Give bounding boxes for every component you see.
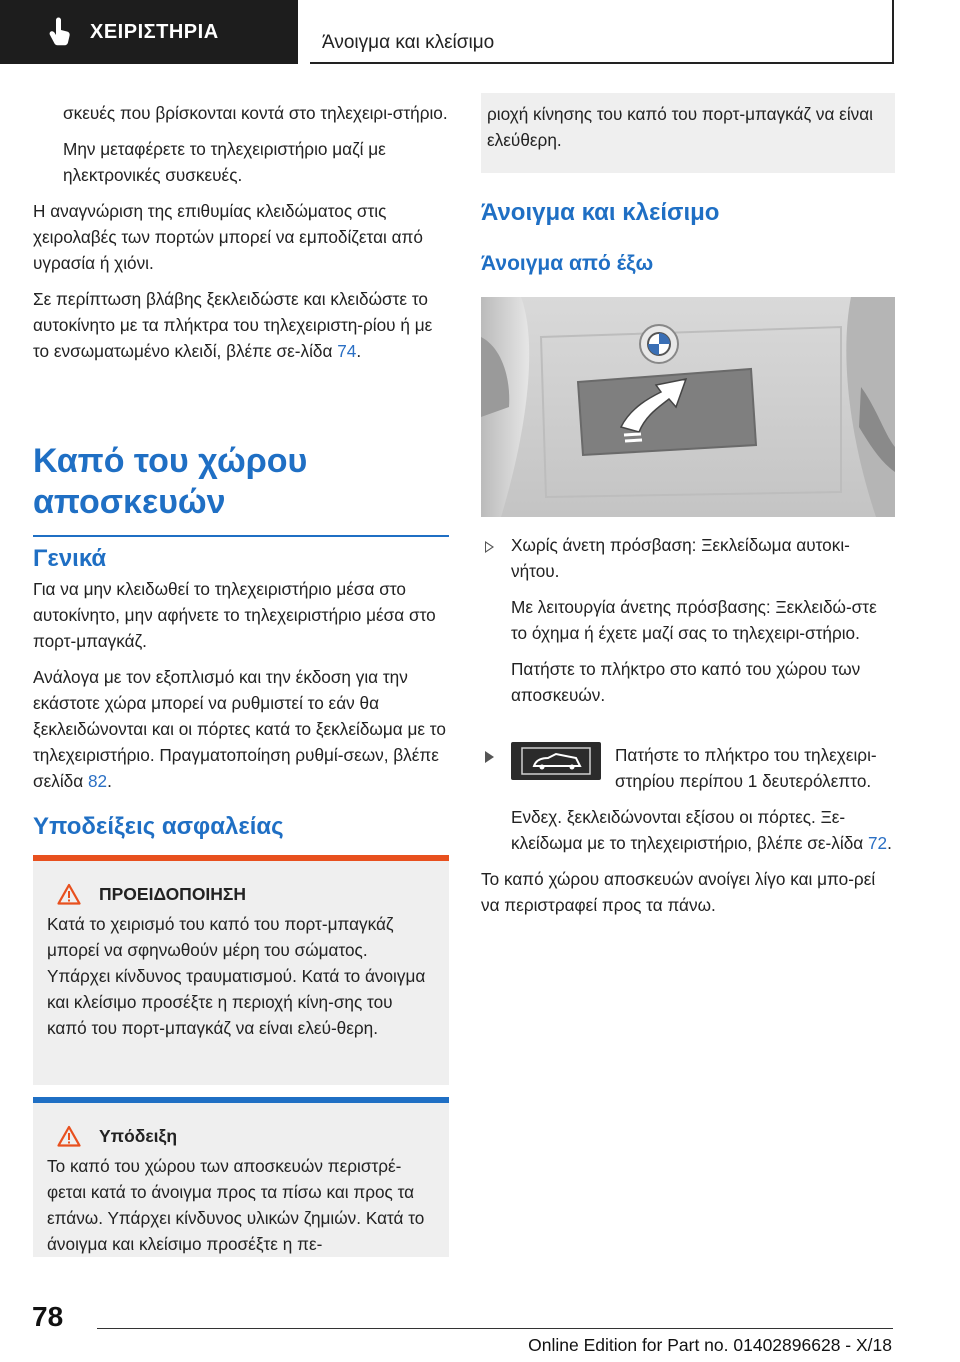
intro-paragraph-1: Η αναγνώριση της επιθυμίας κλειδώματος στις χειρολαβές των πορτών μπορεί να εμποδίζεται από υγρασία ή χιόνι. bbox=[33, 201, 423, 273]
page-link-82[interactable]: 82 bbox=[87, 771, 108, 791]
general-paragraph-1: Για να μην κλειδωθεί το τηλεχειριστήριο μέσα στο αυτοκίνητο, μην αφήνετε το τηλεχειριστήριο μέσα στο πορτ-μπαγκάζ. bbox=[33, 579, 436, 651]
footer-rule bbox=[97, 1328, 893, 1329]
notice-triangle-icon bbox=[57, 1125, 81, 1147]
bullet-1-paragraph-3: Πατήστε το πλήκτρο στο καπό του χώρου των αποσκευών. bbox=[511, 659, 861, 705]
warning-title: ΠΡΟΕΙΔΟΠΟΙΗΣΗ bbox=[99, 883, 247, 904]
chapter-title: Άνοιγμα και κλείσιμο bbox=[322, 32, 495, 53]
bullet-2-paragraph-2: Ενδεχ. ξεκλειδώνονται εξίσου οι πόρτες. Ξε-κλείδωμα με το τηλεχειριστήριο, βλέπε σε-λίδα 72. bbox=[511, 807, 892, 853]
open-close-title: Άνοιγμα και κλείσιμο bbox=[481, 199, 720, 226]
warning-bar bbox=[33, 855, 449, 861]
notice-bar bbox=[33, 1097, 449, 1103]
notice-continuation-text: ριοχή κίνησης του καπό του πορτ-μπαγκάζ να είναι ελεύθερη. bbox=[487, 104, 873, 150]
warning-title-row bbox=[47, 883, 435, 905]
page-link-72[interactable]: 72 bbox=[867, 833, 888, 853]
bullet-item-2 bbox=[481, 742, 895, 918]
intro-paragraph-2: Σε περίπτωση βλάβης ξεκλειδώστε και κλειδώστε το αυτοκίνητο με τα πλήκτρα του τηλεχειριστη-ρίου ή με το ενσωματωμένο κλειδί, βλέπε σε-λίδα 74. bbox=[33, 289, 433, 361]
section-title: ΧΕΙΡΙΣΤΗΡΙΑ bbox=[90, 20, 219, 43]
trunk-lid-title-line2: αποσκευών bbox=[33, 483, 226, 521]
bullet-item-1 bbox=[481, 532, 895, 708]
warning-box bbox=[33, 855, 449, 1085]
trunk-lid-heading-block bbox=[33, 441, 449, 537]
bullet-1-paragraph-2: Με λειτουργία άνετης πρόσβασης: Ξεκλειδώ-στε το όχημα ή έχετε μαζί σας το τηλεχειρι-στήριο. bbox=[511, 597, 877, 643]
warning-text: Κατά το χειρισμό του καπό του πορτ-μπαγκάζ μπορεί να σφηνωθούν μέρη του σώματος. Υπάρχει κίνδυνος τραυματισμού. Κατά το άνοιγμα και κλείσιμο προσέξτε η περιοχή κίνη-σης του καπό του πορτ-μπαγκάζ να είναι ελεύ-θερη. bbox=[47, 914, 426, 1038]
car-trunk-open-icon bbox=[511, 742, 601, 780]
warning-triangle-icon bbox=[57, 883, 81, 905]
notice-title-row bbox=[47, 1125, 435, 1147]
opening-instructions bbox=[481, 532, 895, 708]
notice-text: Το καπό του χώρου των αποσκευών περιστρέ-φεται κατά το άνοιγμα προς τα πίσω και προς τα επάνω. Υπάρχει κίνδυνος υλικών ζημιών. Κατά το άνοιγμα και κλείσιμο προσέξτε η πε- bbox=[47, 1156, 425, 1254]
heading-rule bbox=[33, 535, 449, 537]
page-link-74[interactable]: 74 bbox=[337, 341, 357, 361]
trunk-lid-title-line1: Καπό του χώρου bbox=[33, 442, 308, 480]
notice-continuation-box bbox=[481, 93, 895, 173]
bullet-triangle-icon bbox=[485, 541, 494, 553]
chapter-header bbox=[310, 0, 894, 64]
section-tab bbox=[0, 0, 298, 64]
footer-text: Online Edition for Part no. 01402896628 - X/18 bbox=[528, 1335, 892, 1355]
open-from-outside-title: Άνοιγμα από έξω bbox=[481, 252, 654, 275]
notice-box bbox=[33, 1097, 449, 1257]
general-section bbox=[33, 544, 449, 842]
page-number: 78 bbox=[32, 1301, 64, 1332]
safety-title: Υποδείξεις ασφαλείας bbox=[33, 813, 284, 840]
left-column bbox=[33, 100, 449, 364]
bullet-triangle-icon bbox=[485, 751, 494, 763]
open-close-heading-block bbox=[481, 198, 895, 279]
notice-title: Υπόδειξη bbox=[99, 1125, 178, 1146]
trunk-button-illustration bbox=[481, 297, 895, 517]
bullet-1-text: Χωρίς άνετη πρόσβαση: Ξεκλείδωμα αυτοκι-νήτου. bbox=[511, 535, 850, 581]
bullet-2-text: Πατήστε το πλήκτρο του τηλεχειρι-στηρίου περίπου 1 δευτερόλεπτο. bbox=[615, 745, 877, 791]
intro-indent-1: σκευές που βρίσκονται κοντά στο τηλεχειρι-στήριο. bbox=[63, 103, 448, 123]
hand-touch-icon bbox=[40, 12, 80, 52]
general-paragraph-2: Ανάλογα με τον εξοπλισμό και την έκδοση για την εκάστοτε χώρα μπορεί να ρυθμιστεί το εάν θα ξεκλειδώνονται και οι πόρτες κατά το ξεκλείδωμα με το τηλεχειριστήριο. Πραγματοποίηση ρυθμί-σεων, βλέπε σελίδα 82. bbox=[33, 667, 446, 791]
final-paragraph: Το καπό χώρου αποσκευών ανοίγει λίγο και μπο-ρεί να περιστραφεί προς τα πάνω. bbox=[481, 869, 876, 915]
intro-indent-2: Μην μεταφέρετε το τηλεχειριστήριο μαζί με ηλεκτρονικές συσκευές. bbox=[63, 139, 386, 185]
general-title: Γενικά bbox=[33, 545, 107, 572]
